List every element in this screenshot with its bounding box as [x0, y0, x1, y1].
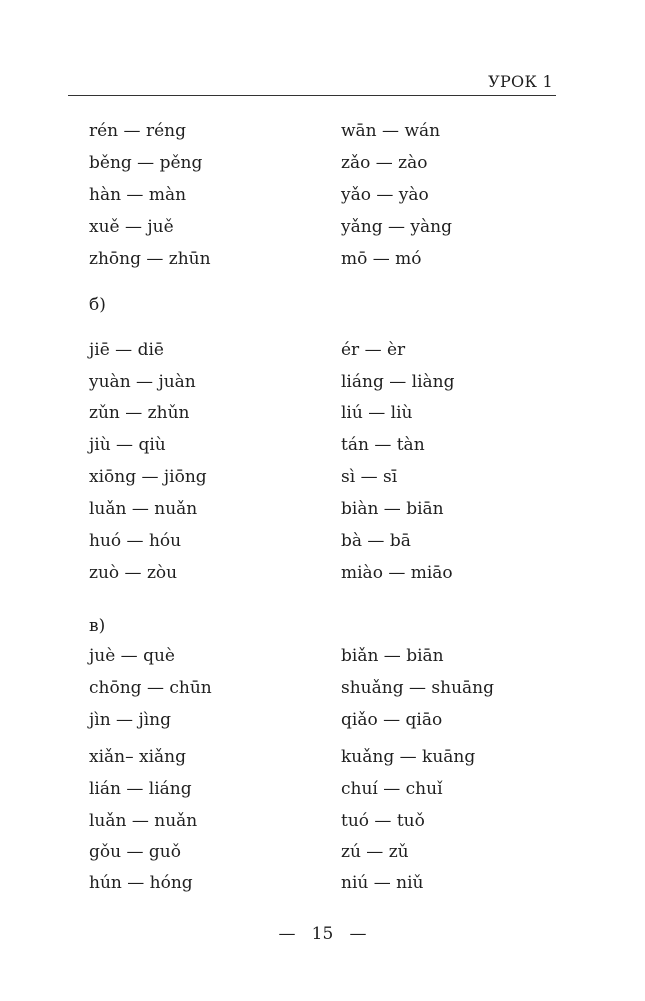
word-pair-left: jìn — jìng: [89, 710, 172, 730]
word-pair-right: zú — zǔ: [341, 842, 409, 862]
word-pair-left: běng — pěng: [89, 153, 203, 173]
word-pair-right: mō — mó: [341, 249, 422, 269]
word-pair-left: zhōng — zhūn: [89, 249, 211, 269]
word-pair-row: [0, 840, 645, 864]
word-pair-left: xuě — juě: [89, 217, 174, 237]
word-pair-left: chōng — chūn: [89, 678, 212, 698]
word-pair-row: [0, 708, 645, 732]
word-pair-row: [0, 809, 645, 833]
word-pair-left: yuàn — juàn: [89, 372, 196, 392]
word-pair-left: luǎn — nuǎn: [89, 811, 198, 831]
word-pair-left: juè — què: [89, 646, 175, 666]
word-pair-left: xiǎn– xiǎng: [89, 747, 187, 767]
page-header-title: УРОК 1: [488, 72, 553, 91]
word-pair-row: [0, 183, 645, 207]
word-pair-right: tán — tàn: [341, 435, 425, 455]
word-pair-left: huó — hóu: [89, 531, 182, 551]
word-pair-left: zuò — zòu: [89, 563, 178, 583]
page-number: — 15 —: [278, 924, 367, 944]
word-pair-right: qiǎo — qiāo: [341, 710, 443, 730]
word-pair-right: miào — miāo: [341, 563, 453, 583]
word-pair-row: [0, 497, 645, 521]
word-pair-row: [0, 433, 645, 457]
word-pair-right: shuǎng — shuāng: [341, 678, 494, 698]
word-pair-row: [0, 561, 645, 585]
word-pair-left: lián — liáng: [89, 779, 192, 799]
word-pair-left: zǔn — zhǔn: [89, 403, 190, 423]
word-pair-left: jiù — qiù: [89, 435, 166, 455]
word-pair-right: tuó — tuǒ: [341, 811, 425, 831]
word-pair-row: [0, 777, 645, 801]
word-pair-row: [0, 529, 645, 553]
word-pair-left: hàn — màn: [89, 185, 187, 205]
word-pair-right: bà — bā: [341, 531, 411, 551]
word-pair-left: gǒu — guǒ: [89, 842, 181, 862]
word-pair-row: [0, 745, 645, 769]
section-label-b: б): [89, 295, 106, 315]
word-pair-right: zǎo — zào: [341, 153, 428, 173]
word-pair-row: [0, 676, 645, 700]
word-pair-right: biǎn — biān: [341, 646, 444, 666]
word-pair-right: liú — liù: [341, 403, 413, 423]
word-pair-row: [0, 151, 645, 175]
word-pair-right: wān — wán: [341, 121, 441, 141]
word-pair-row: [0, 465, 645, 489]
word-pair-right: niú — niǔ: [341, 873, 424, 893]
word-pair-right: sì — sī: [341, 467, 398, 487]
word-pair-row: [0, 338, 645, 362]
word-pair-left: rén — réng: [89, 121, 186, 141]
word-pair-row: [0, 119, 645, 143]
word-pair-left: jiē — diē: [89, 340, 164, 360]
word-pair-row: [0, 644, 645, 668]
word-pair-right: chuí — chuǐ: [341, 779, 443, 799]
word-pair-row: [0, 370, 645, 394]
word-pair-right: yǎng — yàng: [341, 217, 452, 237]
word-pair-left: hún — hóng: [89, 873, 193, 893]
word-pair-right: biàn — biān: [341, 499, 444, 519]
word-pair-right: liáng — liàng: [341, 372, 455, 392]
word-pair-left: luǎn — nuǎn: [89, 499, 198, 519]
word-pair-row: [0, 215, 645, 239]
header-divider: [68, 95, 556, 96]
section-label-c: в): [89, 616, 106, 636]
word-pair-row: [0, 871, 645, 895]
word-pair-right: kuǎng — kuāng: [341, 747, 476, 767]
word-pair-right: ér — èr: [341, 340, 406, 360]
word-pair-row: [0, 401, 645, 425]
word-pair-left: xiōng — jiōng: [89, 467, 207, 487]
word-pair-row: [0, 247, 645, 271]
word-pair-right: yǎo — yào: [341, 185, 429, 205]
